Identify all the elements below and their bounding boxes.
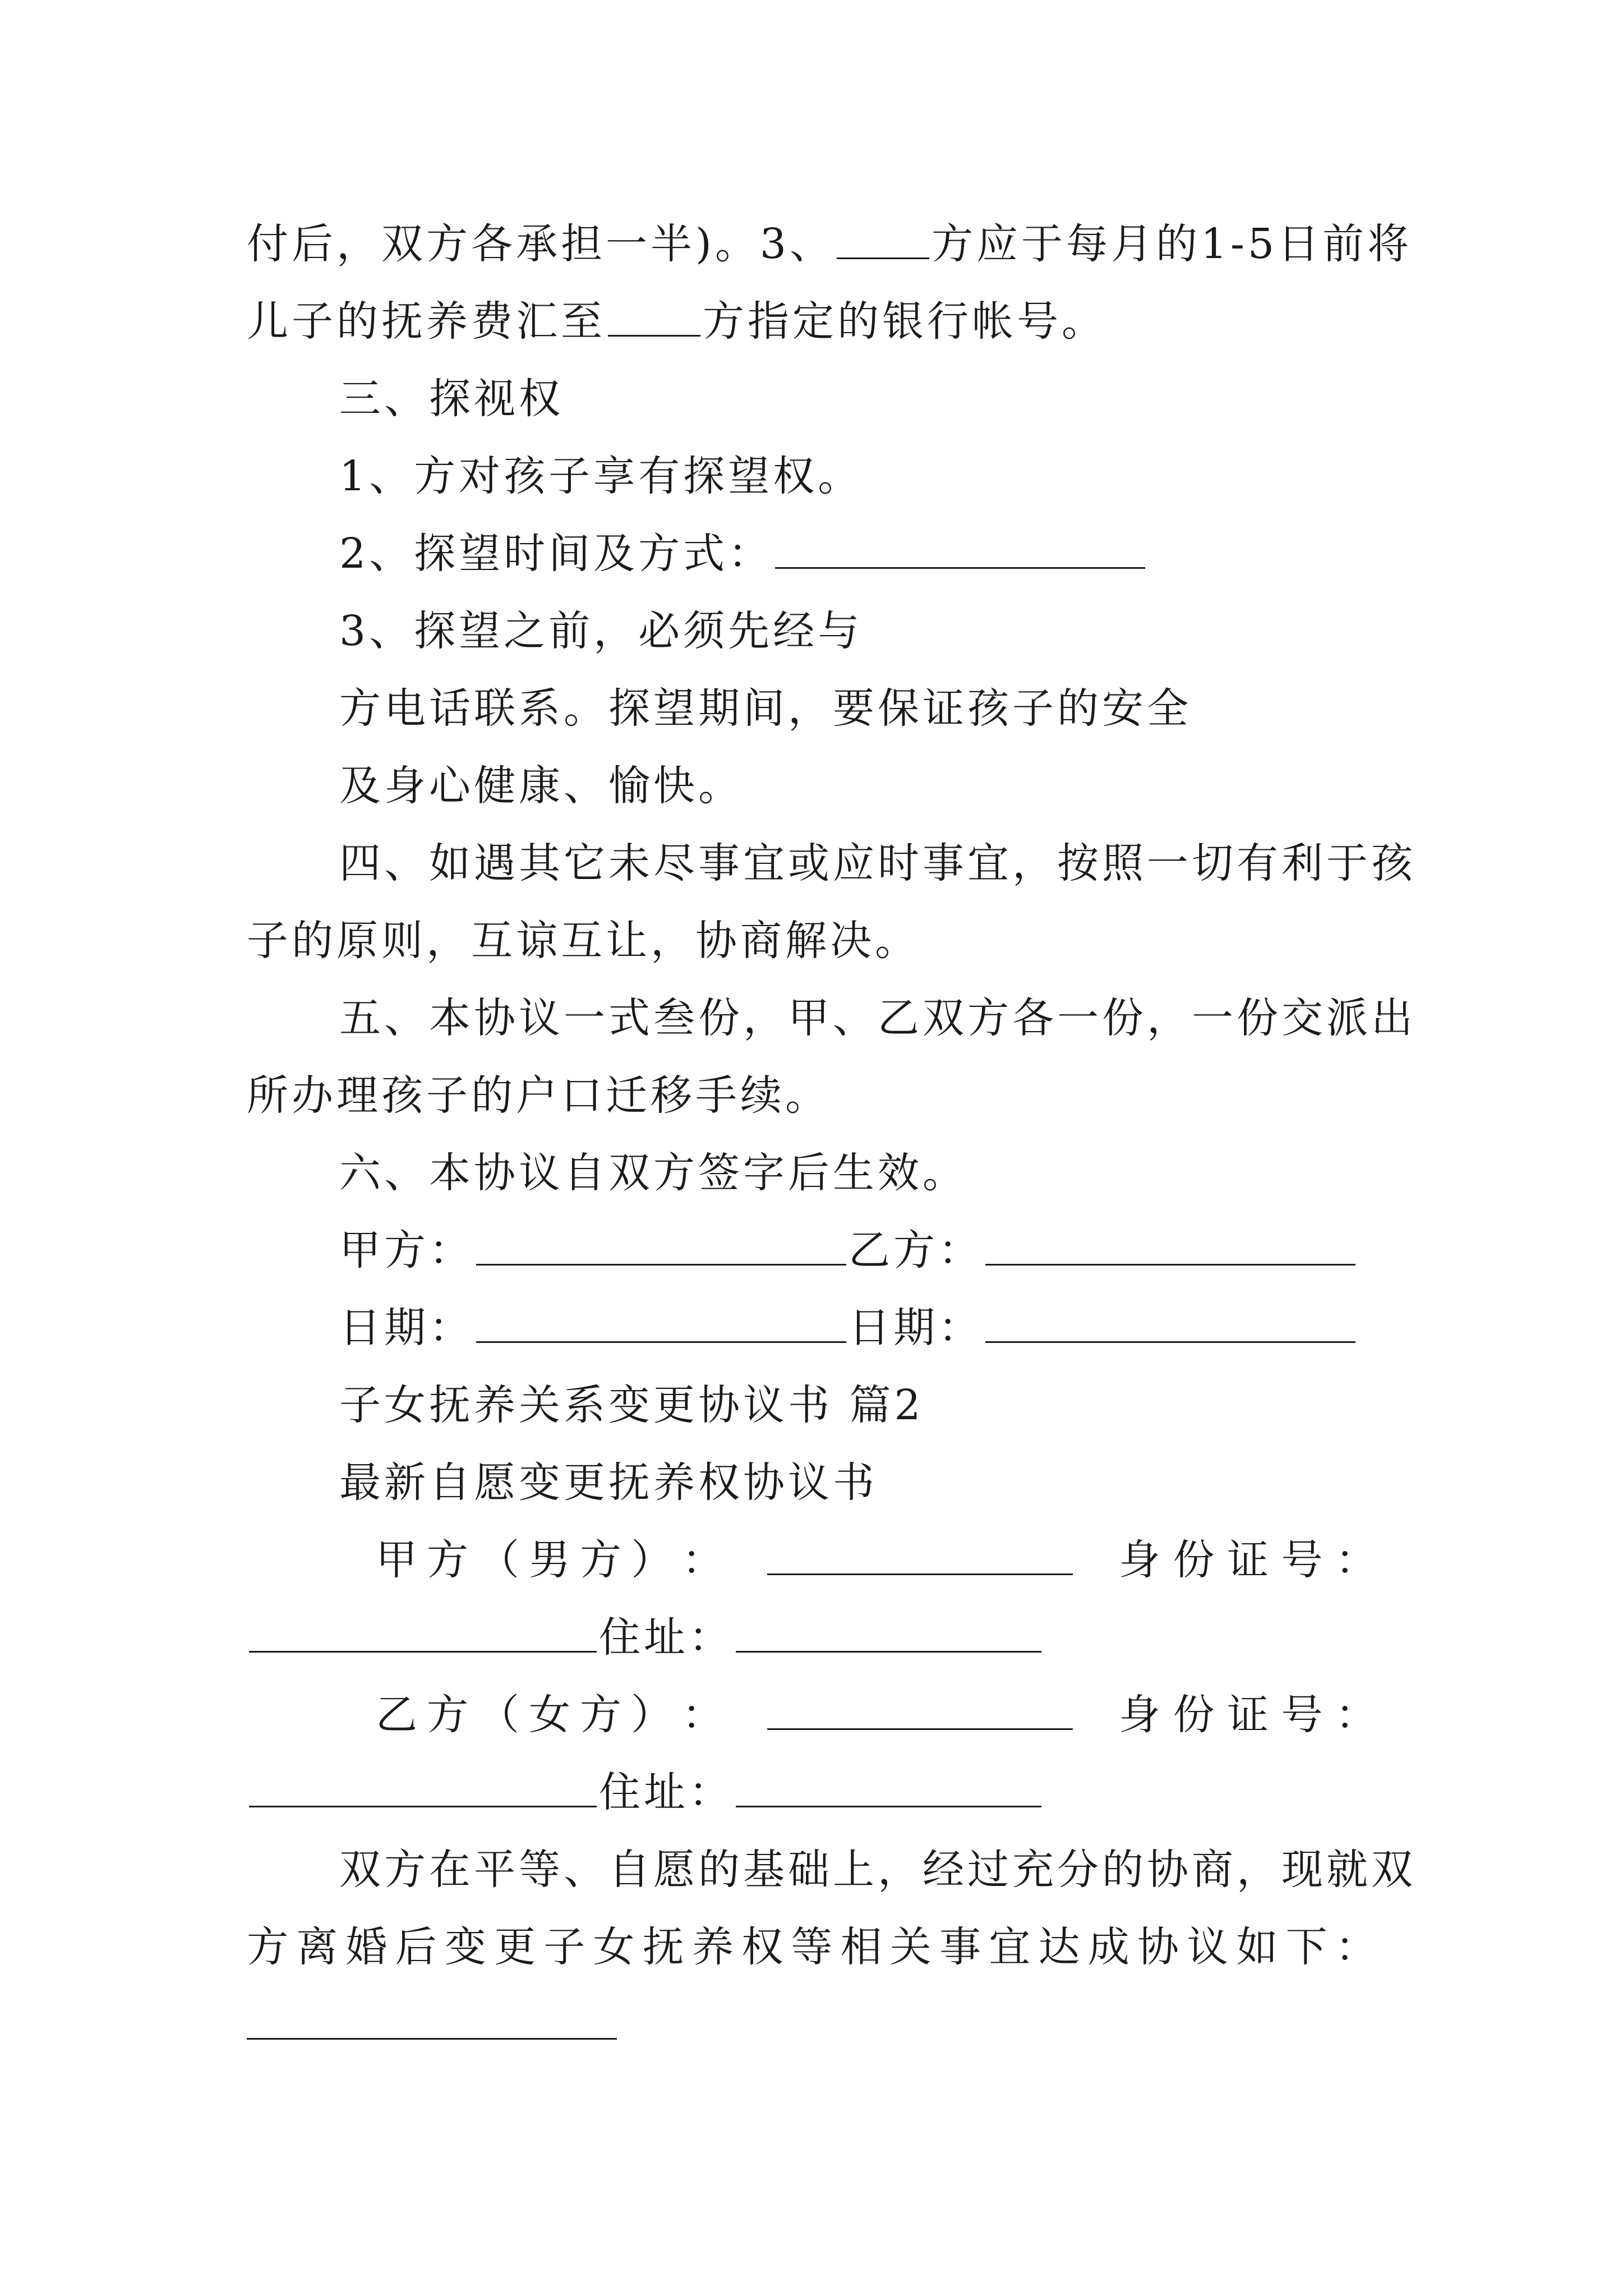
party-a-label: 甲方： — [339, 1226, 474, 1274]
heading-visitation: 三、探视权 — [339, 375, 564, 423]
closing-line-1: 双方在平等、自愿的基础上，经过充分的协商，现就双 — [339, 1846, 1416, 1894]
text-bank-account: 方指定的银行帐号。 — [703, 297, 1106, 346]
woman-party-label: 乙 方 （ 女 方 ） ： — [376, 1691, 723, 1739]
text-support-transfer: 儿子的抚养费汇至 — [247, 297, 606, 346]
date-b-label: 日期： — [849, 1304, 983, 1352]
visitation-item-3-cont: 方电话联系。探望期间，要保证孩子的安全 — [339, 684, 1192, 733]
closing-line-2: 方 离 婚 后 变 更 子 女 抚 养 权 等 相 关 事 宜 达 成 协 议 如 下 ： — [247, 1923, 1377, 1971]
man-party-row — [376, 1536, 1377, 1584]
woman-name-field[interactable] — [767, 1723, 1073, 1730]
clause-six: 六、本协议自双方签字后生效。 — [339, 1149, 967, 1197]
woman-address-field[interactable] — [736, 1800, 1041, 1807]
trailing-blank-field[interactable] — [247, 2032, 617, 2040]
woman-id-field[interactable] — [249, 1800, 597, 1807]
man-id-label: 身 份 证 号 ： — [1119, 1536, 1377, 1584]
visitation-item-1: 1、方对孩子享有探望权。 — [339, 452, 863, 500]
woman-id-label: 身 份 证 号 ： — [1119, 1691, 1377, 1739]
date-row — [339, 1304, 1358, 1352]
clause-five: 五、本协议一式叁份，甲、乙双方各一份，一份交派出 — [339, 994, 1416, 1042]
trailing-blank-row — [247, 2000, 619, 2045]
agreement-title: 最新自愿变更抚养权协议书 — [339, 1458, 878, 1507]
woman-party-row — [376, 1691, 1377, 1739]
clause-four-cont: 子的原则，互谅互让，协商解决。 — [247, 917, 920, 965]
man-address-row — [247, 1613, 1044, 1662]
clause-four: 四、如遇其它未尽事宜或应时事宜，按照一切有利于孩 — [339, 839, 1416, 887]
paragraph-line-1 — [247, 220, 1413, 268]
date-a-field[interactable] — [476, 1336, 846, 1343]
signature-row — [339, 1226, 1358, 1274]
blank-party-field[interactable] — [608, 329, 700, 337]
blank-visitation-method[interactable] — [775, 562, 1145, 569]
party-b-signature-field[interactable] — [985, 1258, 1355, 1266]
man-party-label: 甲 方 （ 男 方 ） ： — [376, 1536, 723, 1584]
clause-five-cont: 所办理孩子的户口迁移手续。 — [247, 1071, 830, 1120]
visitation-item-3-end: 及身心健康、愉快。 — [339, 762, 743, 810]
man-address-label: 住址： — [599, 1613, 734, 1662]
party-b-label: 乙方： — [849, 1226, 983, 1274]
section-title: 子女抚养关系变更协议书 篇2 — [339, 1381, 924, 1429]
blank-party-field[interactable] — [837, 252, 929, 259]
party-a-signature-field[interactable] — [476, 1258, 846, 1266]
man-name-field[interactable] — [767, 1568, 1073, 1575]
text-payment-clause: 付后，双方各承担一半)。3、 — [247, 220, 834, 268]
visitation-item-3: 3、探望之前，必须先经与 — [339, 607, 863, 655]
man-address-field[interactable] — [736, 1645, 1041, 1653]
visitation-item-2: 2、探望时间及方式： — [339, 530, 1147, 574]
paragraph-line-2 — [247, 297, 1106, 346]
date-a-label: 日期： — [339, 1304, 474, 1352]
text-payment-deadline: 方应于每月的1-5日前将 — [931, 220, 1413, 268]
woman-address-label: 住址： — [599, 1768, 734, 1816]
man-id-field[interactable] — [249, 1645, 597, 1653]
date-b-field[interactable] — [985, 1336, 1355, 1343]
woman-address-row — [247, 1768, 1044, 1816]
